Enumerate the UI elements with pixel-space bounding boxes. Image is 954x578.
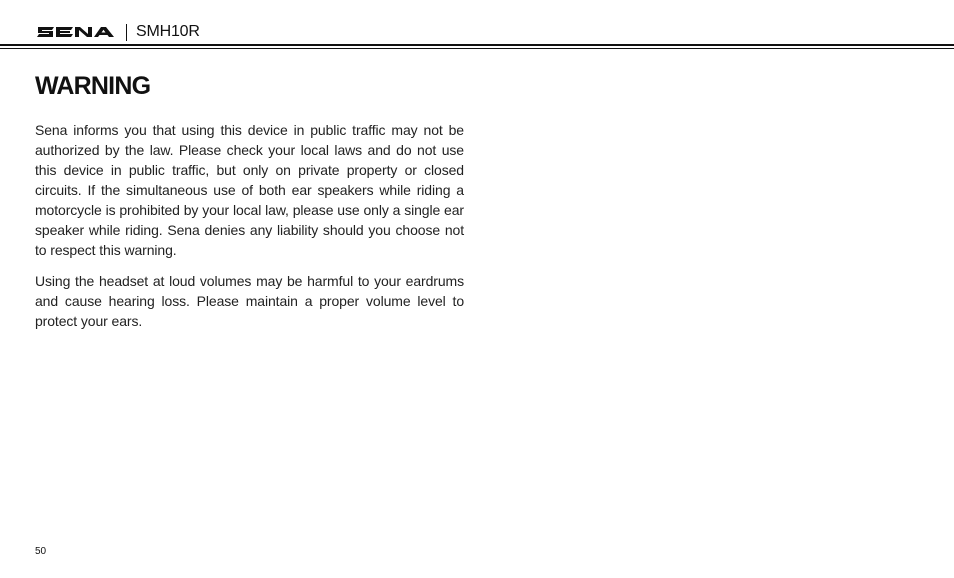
header-rule-thick xyxy=(0,44,954,46)
page-header xyxy=(0,0,954,50)
sena-logo xyxy=(36,24,116,40)
section-title: WARNING xyxy=(35,72,151,100)
warning-paragraph-1: Sena informs you that using this device in public traffic may not be authorized by the law. Please check your local laws and do not use this device in public traffic, but only on private property or closed circuits. If the simultaneous use of both ear speakers while riding a motorcycle is prohibited by your local law, please use only a single ear speaker while riding. Sena denies any liability should you choose not to respect this warning. xyxy=(35,122,464,258)
page-number: 50 xyxy=(35,546,47,557)
model-name: SMH10R xyxy=(136,23,200,40)
header-rule-thin xyxy=(0,48,954,49)
section-body xyxy=(35,120,464,342)
header-separator xyxy=(126,24,127,41)
warning-paragraph-2: Using the headset at loud volumes may be harmful to your eardrums and cause hearing loss. Please maintain a proper volume level to protect your ears. xyxy=(35,273,464,329)
